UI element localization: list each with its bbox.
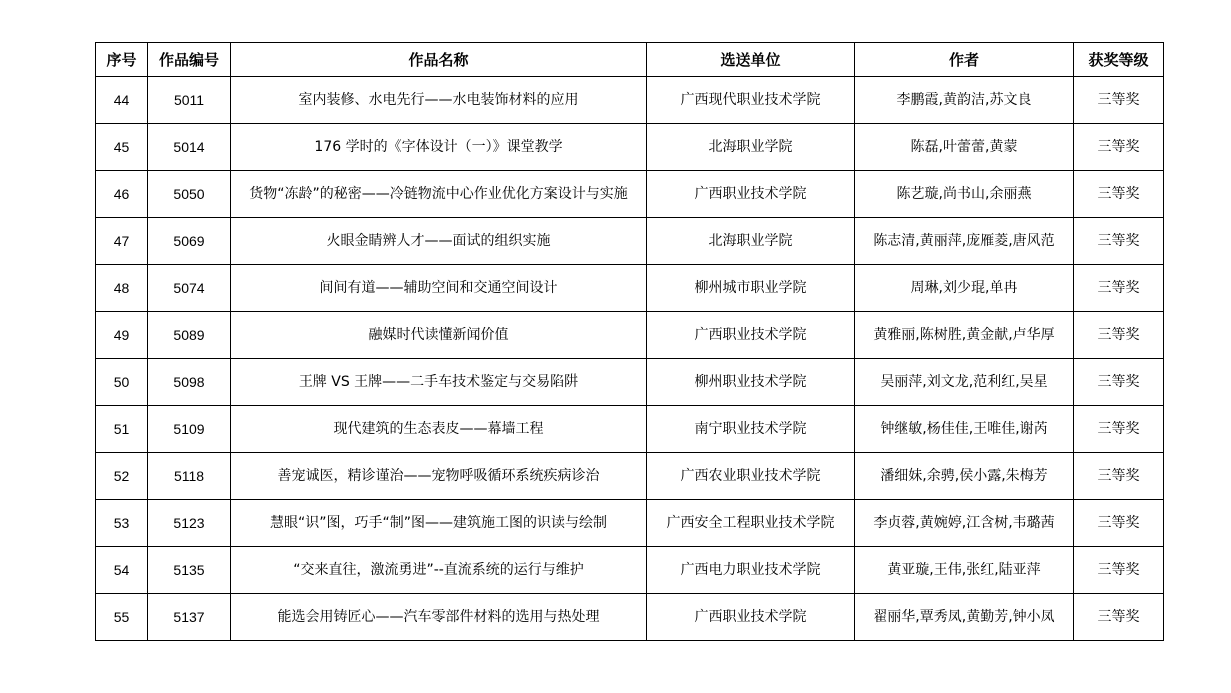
table-header-row <box>96 43 1164 77</box>
cell-authors: 陈艺璇,尚书山,余丽燕 <box>855 171 1074 218</box>
cell-award-level: 三等奖 <box>1074 312 1164 359</box>
awards-table <box>95 42 1164 641</box>
cell-authors: 李鹏霞,黄韵洁,苏文良 <box>855 77 1074 124</box>
cell-index: 54 <box>96 547 148 594</box>
header-submitting-unit: 选送单位 <box>647 43 855 77</box>
cell-award-level: 三等奖 <box>1074 218 1164 265</box>
cell-index: 55 <box>96 594 148 641</box>
cell-work-code: 5014 <box>148 124 231 171</box>
cell-index: 50 <box>96 359 148 406</box>
table-row <box>96 359 1164 406</box>
cell-authors: 黄雅丽,陈树胜,黄金献,卢华厚 <box>855 312 1074 359</box>
cell-award-level: 三等奖 <box>1074 547 1164 594</box>
cell-work-code: 5123 <box>148 500 231 547</box>
cell-work-name: 慧眼“识”图，巧手“制”图——建筑施工图的识读与绘制 <box>231 500 647 547</box>
table-row <box>96 218 1164 265</box>
cell-work-name: 176 学时的《字体设计（一）》课堂教学 <box>231 124 647 171</box>
cell-award-level: 三等奖 <box>1074 77 1164 124</box>
cell-work-code: 5098 <box>148 359 231 406</box>
cell-award-level: 三等奖 <box>1074 265 1164 312</box>
table-row <box>96 312 1164 359</box>
table-row <box>96 77 1164 124</box>
cell-authors: 李贞蓉,黄婉婷,江含树,韦璐茜 <box>855 500 1074 547</box>
header-work-code: 作品编号 <box>148 43 231 77</box>
cell-work-code: 5074 <box>148 265 231 312</box>
cell-work-name: 货物“冻龄”的秘密——冷链物流中心作业优化方案设计与实施 <box>231 171 647 218</box>
table-row <box>96 594 1164 641</box>
cell-submitting-unit: 广西职业技术学院 <box>647 171 855 218</box>
cell-work-name: 能选会用铸匠心——汽车零部件材料的选用与热处理 <box>231 594 647 641</box>
cell-authors: 陈志清,黄丽萍,庞雁菱,唐风范 <box>855 218 1074 265</box>
cell-index: 49 <box>96 312 148 359</box>
cell-authors: 潘细妹,余骋,侯小露,朱梅芳 <box>855 453 1074 500</box>
cell-submitting-unit: 广西农业职业技术学院 <box>647 453 855 500</box>
cell-work-name: 间间有道——辅助空间和交通空间设计 <box>231 265 647 312</box>
cell-award-level: 三等奖 <box>1074 500 1164 547</box>
cell-work-name: 王牌 VS 王牌——二手车技术鉴定与交易陷阱 <box>231 359 647 406</box>
table-row <box>96 500 1164 547</box>
cell-work-code: 5011 <box>148 77 231 124</box>
cell-authors: 黄亚璇,王伟,张红,陆亚萍 <box>855 547 1074 594</box>
cell-index: 44 <box>96 77 148 124</box>
cell-work-name: 融媒时代读懂新闻价值 <box>231 312 647 359</box>
cell-work-code: 5050 <box>148 171 231 218</box>
cell-authors: 翟丽华,覃秀凤,黄勤芳,钟小凤 <box>855 594 1074 641</box>
cell-work-code: 5137 <box>148 594 231 641</box>
cell-submitting-unit: 广西职业技术学院 <box>647 312 855 359</box>
cell-authors: 周琳,刘少琨,单冉 <box>855 265 1074 312</box>
cell-authors: 陈磊,叶蕾蕾,黄蒙 <box>855 124 1074 171</box>
cell-authors: 吴丽萍,刘文龙,范利红,吴星 <box>855 359 1074 406</box>
table-row <box>96 453 1164 500</box>
cell-work-code: 5109 <box>148 406 231 453</box>
cell-submitting-unit: 柳州城市职业学院 <box>647 265 855 312</box>
cell-work-code: 5135 <box>148 547 231 594</box>
cell-award-level: 三等奖 <box>1074 406 1164 453</box>
cell-work-code: 5089 <box>148 312 231 359</box>
cell-index: 52 <box>96 453 148 500</box>
header-work-name: 作品名称 <box>231 43 647 77</box>
table-row <box>96 406 1164 453</box>
cell-index: 48 <box>96 265 148 312</box>
table-row <box>96 171 1164 218</box>
cell-award-level: 三等奖 <box>1074 594 1164 641</box>
cell-submitting-unit: 广西安全工程职业技术学院 <box>647 500 855 547</box>
cell-work-code: 5118 <box>148 453 231 500</box>
cell-work-name: 现代建筑的生态表皮——幕墙工程 <box>231 406 647 453</box>
cell-work-name: 火眼金睛辨人才——面试的组织实施 <box>231 218 647 265</box>
cell-submitting-unit: 北海职业学院 <box>647 218 855 265</box>
cell-submitting-unit: 广西电力职业技术学院 <box>647 547 855 594</box>
header-index: 序号 <box>96 43 148 77</box>
table-row <box>96 547 1164 594</box>
table-row <box>96 265 1164 312</box>
cell-index: 46 <box>96 171 148 218</box>
cell-submitting-unit: 北海职业学院 <box>647 124 855 171</box>
cell-submitting-unit: 南宁职业技术学院 <box>647 406 855 453</box>
cell-award-level: 三等奖 <box>1074 124 1164 171</box>
cell-work-code: 5069 <box>148 218 231 265</box>
cell-award-level: 三等奖 <box>1074 171 1164 218</box>
header-authors: 作者 <box>855 43 1074 77</box>
cell-award-level: 三等奖 <box>1074 453 1164 500</box>
cell-authors: 钟继敏,杨佳佳,王唯佳,谢芮 <box>855 406 1074 453</box>
cell-work-name: 室内装修、水电先行——水电装饰材料的应用 <box>231 77 647 124</box>
cell-submitting-unit: 柳州职业技术学院 <box>647 359 855 406</box>
cell-work-name: 善宠诚医，精诊谨治——宠物呼吸循环系统疾病诊治 <box>231 453 647 500</box>
table-row <box>96 124 1164 171</box>
cell-submitting-unit: 广西现代职业技术学院 <box>647 77 855 124</box>
cell-index: 51 <box>96 406 148 453</box>
cell-submitting-unit: 广西职业技术学院 <box>647 594 855 641</box>
header-award-level: 获奖等级 <box>1074 43 1164 77</box>
cell-index: 53 <box>96 500 148 547</box>
cell-index: 47 <box>96 218 148 265</box>
cell-award-level: 三等奖 <box>1074 359 1164 406</box>
cell-work-name: “交来直往，激流勇进”--直流系统的运行与维护 <box>231 547 647 594</box>
cell-index: 45 <box>96 124 148 171</box>
